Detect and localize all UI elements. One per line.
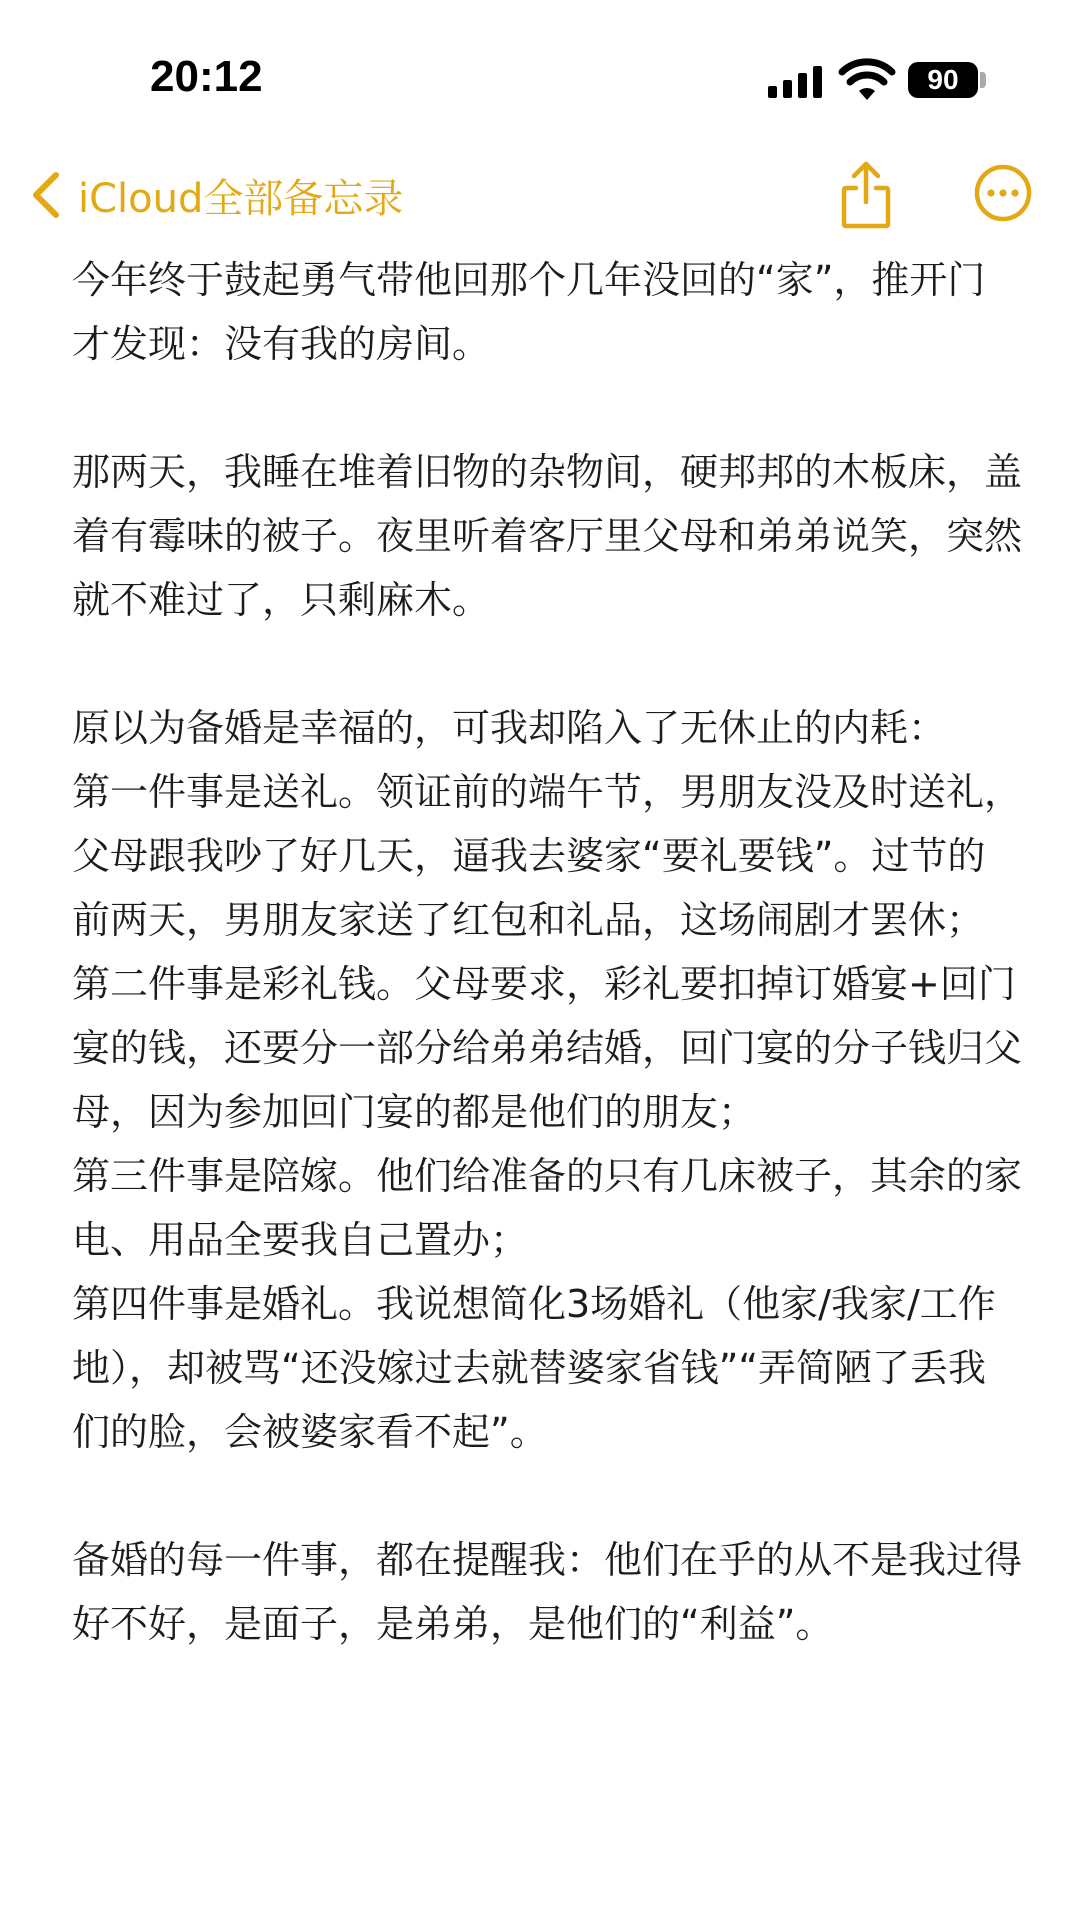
paragraph-gap <box>72 376 1022 440</box>
battery-icon: 90 <box>908 62 978 98</box>
note-paragraph-1: 今年终于鼓起勇气带他回那个几年没回的“家”，推开门才发现：没有我的房间。 <box>72 258 986 366</box>
status-time: 20:12 <box>150 52 263 101</box>
chevron-left-icon <box>28 169 64 221</box>
note-paragraph-6: 第三件事是陪嫁。他们给准备的只有几床被子，其余的家电、用品全要我自己置办； <box>72 1154 1023 1262</box>
share-icon[interactable] <box>838 160 894 230</box>
cellular-signal-icon <box>768 66 822 98</box>
navigation-bar <box>0 150 1080 240</box>
note-paragraph-3: 原以为备婚是幸福的，可我却陷入了无休止的内耗： <box>72 706 947 750</box>
note-paragraph-8: 备婚的每一件事，都在提醒我：他们在乎的从不是我过得好不好，是面子，是弟弟，是他们的“利益”。 <box>72 1538 1023 1646</box>
more-options-icon[interactable] <box>974 164 1032 222</box>
status-bar <box>0 0 1080 160</box>
battery-cap <box>980 72 986 88</box>
note-paragraph-4: 第一件事是送礼。领证前的端午节，男朋友没及时送礼，父母跟我吵了好几天，逼我去婆家“要礼要钱”。过节的前两天，男朋友家送了红包和礼品，这场闹剧才罢休； <box>72 770 1023 942</box>
paragraph-gap <box>72 1464 1022 1528</box>
note-paragraph-5: 第二件事是彩礼钱。父母要求，彩礼要扣掉订婚宴+回门宴的钱，还要分一部分给弟弟结婚，回门宴的分子钱归父母，因为参加回门宴的都是他们的朋友； <box>72 962 1023 1134</box>
back-button-label: iCloud全部备忘录 <box>78 175 404 222</box>
note-body[interactable] <box>72 248 1022 1656</box>
back-button[interactable] <box>28 162 403 228</box>
paragraph-gap <box>72 632 1022 696</box>
note-paragraph-7: 第四件事是婚礼。我说想简化3场婚礼（他家/我家/工作地），却被骂“还没嫁过去就替婆家省钱”“弄简陋了丢我们的脸，会被婆家看不起”。 <box>72 1282 996 1454</box>
note-paragraph-2: 那两天，我睡在堆着旧物的杂物间，硬邦邦的木板床，盖着有霉味的被子。夜里听着客厅里父母和弟弟说笑，突然就不难过了，只剩麻木。 <box>72 450 1023 622</box>
wifi-icon <box>838 58 896 102</box>
